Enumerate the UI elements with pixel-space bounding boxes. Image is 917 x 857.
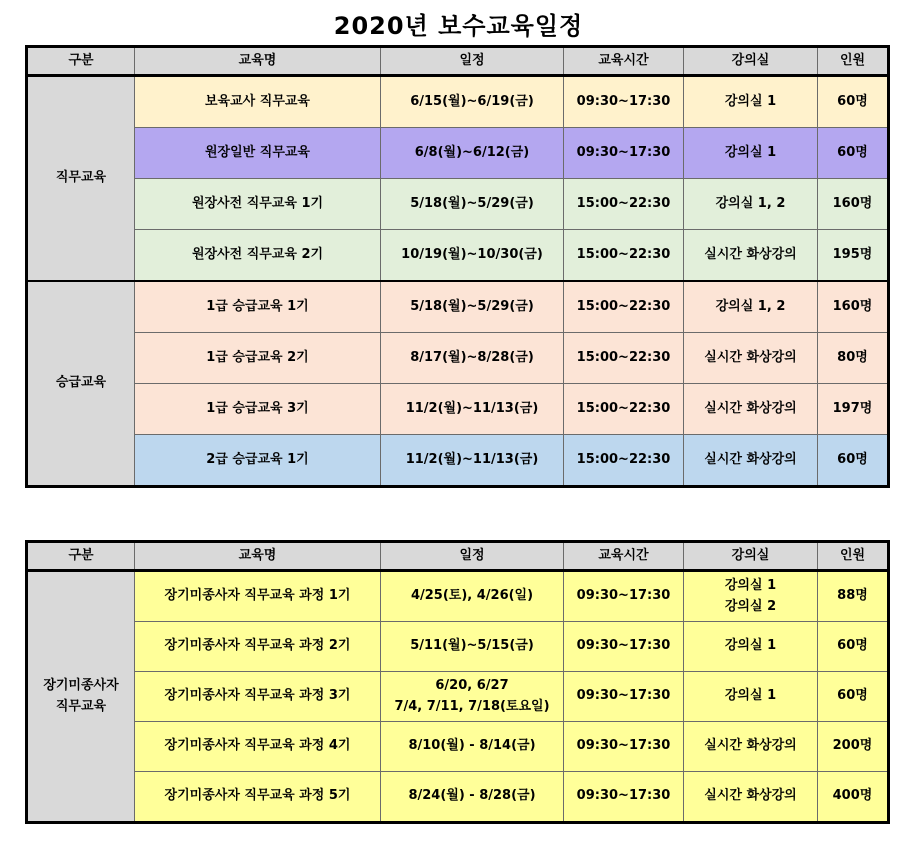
count-cell: 60명	[818, 622, 889, 672]
room-cell-line: 강의실 1	[724, 578, 777, 594]
count-cell: 160명	[818, 179, 889, 230]
schedule-cell: 8/17(월)~8/28(금)	[381, 333, 564, 384]
header-room: 강의실	[684, 47, 818, 76]
table-body	[27, 76, 889, 487]
room-cell: 실시간 화상강의	[684, 384, 818, 435]
category-cell	[27, 571, 135, 823]
course-name-cell: 1급 승급교육 3기	[135, 384, 381, 435]
time-cell: 09:30~17:30	[564, 722, 684, 772]
header-schedule: 일정	[381, 47, 564, 76]
time-cell: 15:00~22:30	[564, 435, 684, 487]
room-cell-line: 강의실 1	[724, 638, 777, 654]
room-cell: 실시간 화상강의	[684, 435, 818, 487]
time-cell: 15:00~22:30	[564, 179, 684, 230]
room-cell	[684, 622, 818, 672]
count-cell: 80명	[818, 333, 889, 384]
header-schedule: 일정	[381, 542, 564, 571]
time-cell: 15:00~22:30	[564, 333, 684, 384]
category-cell: 직무교육	[27, 76, 135, 282]
time-cell: 09:30~17:30	[564, 672, 684, 722]
category-line: 장기미종사자	[43, 678, 119, 694]
course-name-cell: 장기미종사자 직무교육 과정 5기	[135, 772, 381, 823]
schedule-cell	[381, 571, 564, 622]
table-row	[27, 772, 889, 823]
table-row	[27, 435, 889, 487]
header-count: 인원	[818, 542, 889, 571]
header-course-name: 교육명	[135, 47, 381, 76]
schedule-table-2	[25, 540, 890, 824]
page-title: 2020년 보수교육일정	[333, 12, 584, 40]
table-row	[27, 672, 889, 722]
table-row	[27, 281, 889, 333]
room-cell	[684, 772, 818, 823]
category-line: 직무교육	[55, 698, 107, 714]
room-cell-line: 실시간 화상강의	[704, 738, 797, 754]
count-cell: 60명	[818, 76, 889, 128]
room-cell-line: 실시간 화상강의	[704, 788, 797, 804]
course-name-cell: 1급 승급교육 2기	[135, 333, 381, 384]
time-cell: 09:30~17:30	[564, 76, 684, 128]
time-cell: 15:00~22:30	[564, 281, 684, 333]
schedule-cell	[381, 772, 564, 823]
table-row	[27, 384, 889, 435]
table-row	[27, 128, 889, 179]
table-row	[27, 333, 889, 384]
room-cell: 실시간 화상강의	[684, 333, 818, 384]
table-row	[27, 722, 889, 772]
table-body	[27, 571, 889, 823]
schedule-cell	[381, 622, 564, 672]
course-name-cell: 보육교사 직무교육	[135, 76, 381, 128]
table-row	[27, 622, 889, 672]
schedule-cell: 11/2(월)~11/13(금)	[381, 384, 564, 435]
time-cell: 15:00~22:30	[564, 384, 684, 435]
header-room: 강의실	[684, 542, 818, 571]
schedule-cell-line: 5/11(월)~5/15(금)	[410, 638, 534, 654]
count-cell: 197명	[818, 384, 889, 435]
table-header	[27, 542, 889, 571]
room-cell	[684, 722, 818, 772]
room-cell	[684, 571, 818, 622]
course-name-cell: 장기미종사자 직무교육 과정 3기	[135, 672, 381, 722]
course-name-cell: 원장사전 직무교육 1기	[135, 179, 381, 230]
count-cell: 60명	[818, 128, 889, 179]
table-row	[27, 76, 889, 128]
table-row	[27, 571, 889, 622]
schedule-cell-line: 8/24(월) - 8/28(금)	[408, 788, 536, 804]
header-category: 구분	[27, 542, 135, 571]
table-row	[27, 179, 889, 230]
schedule-cell	[381, 672, 564, 722]
room-cell-line: 강의실 1	[724, 688, 777, 704]
time-cell: 09:30~17:30	[564, 772, 684, 823]
schedule-cell: 5/18(월)~5/29(금)	[381, 179, 564, 230]
room-cell: 강의실 1	[684, 128, 818, 179]
header-time: 교육시간	[564, 47, 684, 76]
schedule-cell: 11/2(월)~11/13(금)	[381, 435, 564, 487]
header-count: 인원	[818, 47, 889, 76]
course-name-cell: 장기미종사자 직무교육 과정 4기	[135, 722, 381, 772]
schedule-cell: 10/19(월)~10/30(금)	[381, 230, 564, 282]
schedule-cell: 6/15(월)~6/19(금)	[381, 76, 564, 128]
time-cell: 09:30~17:30	[564, 622, 684, 672]
time-cell: 09:30~17:30	[564, 128, 684, 179]
table-header	[27, 47, 889, 76]
count-cell: 195명	[818, 230, 889, 282]
schedule-cell-line: 4/25(토), 4/26(일)	[410, 588, 534, 604]
time-cell: 15:00~22:30	[564, 230, 684, 282]
schedule-cell-line: 6/20, 6/27	[435, 678, 509, 694]
course-name-cell: 장기미종사자 직무교육 과정 2기	[135, 622, 381, 672]
time-cell: 09:30~17:30	[564, 571, 684, 622]
course-name-cell: 1급 승급교육 1기	[135, 281, 381, 333]
count-cell: 400명	[818, 772, 889, 823]
schedule-cell: 5/18(월)~5/29(금)	[381, 281, 564, 333]
course-name-cell: 원장일반 직무교육	[135, 128, 381, 179]
category-cell: 승급교육	[27, 281, 135, 487]
schedule-cell: 6/8(월)~6/12(금)	[381, 128, 564, 179]
header-category: 구분	[27, 47, 135, 76]
header-time: 교육시간	[564, 542, 684, 571]
schedule-cell	[381, 722, 564, 772]
room-cell	[684, 672, 818, 722]
count-cell: 160명	[818, 281, 889, 333]
count-cell: 60명	[818, 435, 889, 487]
table-row	[27, 230, 889, 282]
count-cell: 88명	[818, 571, 889, 622]
room-cell: 강의실 1, 2	[684, 179, 818, 230]
count-cell: 200명	[818, 722, 889, 772]
room-cell: 강의실 1, 2	[684, 281, 818, 333]
course-name-cell: 장기미종사자 직무교육 과정 1기	[135, 571, 381, 622]
schedule-cell-line: 8/10(월) - 8/14(금)	[408, 738, 536, 754]
room-cell: 실시간 화상강의	[684, 230, 818, 282]
room-cell-line: 강의실 2	[724, 598, 777, 614]
course-name-cell: 원장사전 직무교육 2기	[135, 230, 381, 282]
count-cell: 60명	[818, 672, 889, 722]
room-cell: 강의실 1	[684, 76, 818, 128]
schedule-table-1	[25, 45, 890, 488]
course-name-cell: 2급 승급교육 1기	[135, 435, 381, 487]
schedule-cell-line: 7/4, 7/11, 7/18(토요일)	[394, 698, 550, 714]
header-course-name: 교육명	[135, 542, 381, 571]
